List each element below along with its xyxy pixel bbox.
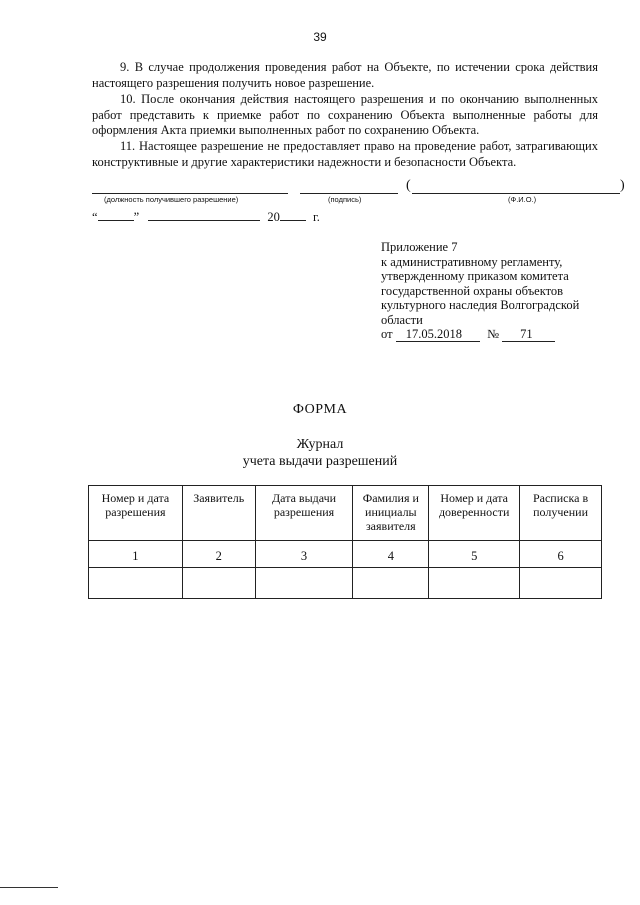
signature-caption: (подпись) [328, 195, 362, 204]
journal-title [0, 436, 640, 470]
appendix-date-value: 17.05.2018 [405, 327, 462, 341]
appendix-block [381, 240, 611, 342]
signature-line [300, 193, 398, 194]
column-header: Расписка в получении [520, 486, 602, 541]
table-cell [182, 568, 255, 599]
appendix-from-label: от [381, 327, 393, 341]
position-signature-line [92, 193, 288, 194]
column-header: Номер и дата разрешения [89, 486, 183, 541]
journal-title-line1: Журнал [296, 437, 344, 452]
quote-close: ” [133, 210, 140, 224]
journal-table [88, 485, 602, 599]
paragraph-10: 10. После окончания действия настоящего разрешения и по окончанию выполненных работ представить к приемке работ по сохранению Объекта выполненные работы для оформления Акта приемки выполненных работ по сохранению Объекта. [92, 92, 598, 137]
date-line [92, 208, 320, 225]
year-prefix: 20 [267, 210, 280, 224]
paragraph-11: 11. Настоящее разрешение не предоставляет право на проведение работ, затрагивающих конструктивные и другие характеристики надежности и безопасности Объекта. [92, 139, 598, 169]
table-cell [89, 568, 183, 599]
appendix-line: утвержденному приказом комитета [381, 269, 569, 283]
column-number: 4 [353, 541, 429, 568]
footer-rule [0, 887, 58, 888]
day-blank [98, 208, 134, 221]
year-blank [280, 208, 306, 221]
fio-paren-open: ( [406, 178, 411, 193]
column-header: Фамилия и инициалы заявителя [353, 486, 429, 541]
month-blank [148, 208, 260, 221]
appendix-date [396, 327, 480, 342]
appendix-line: государственной охраны объектов [381, 283, 564, 298]
appendix-line: культурного наследия Волгоградской [381, 298, 580, 312]
page-number: 39 [313, 30, 327, 44]
column-header: Заявитель [182, 486, 255, 541]
appendix-number-value: 71 [520, 327, 533, 341]
fio-paren-close: ) [620, 178, 625, 193]
column-number: 6 [520, 541, 602, 568]
appendix-number [502, 327, 555, 342]
column-number-row [89, 541, 602, 568]
column-number: 2 [182, 541, 255, 568]
column-header: Номер и дата доверенности [429, 486, 520, 541]
appendix-date-line [381, 327, 611, 342]
appendix-line: области [381, 312, 423, 327]
table-cell [255, 568, 353, 599]
column-number: 3 [255, 541, 353, 568]
table-cell [520, 568, 602, 599]
fio-line [412, 193, 620, 194]
year-suffix: г. [313, 210, 320, 224]
appendix-title: Приложение 7 [381, 240, 458, 254]
table-row [89, 568, 602, 599]
paragraph-9: 9. В случае продолжения проведения работ на Объекте, по истечении срока действия настоящего разрешения получить новое разрешение. [92, 60, 598, 90]
column-header: Дата выдачи разрешения [255, 486, 353, 541]
journal-title-line2: учета выдачи разрешений [242, 454, 398, 469]
quote-open: “ [92, 210, 98, 224]
column-number: 1 [89, 541, 183, 568]
form-title: ФОРМА [292, 402, 348, 417]
table-cell [353, 568, 429, 599]
position-caption: (должность получившего разрешение) [104, 195, 239, 204]
table-cell [429, 568, 520, 599]
appendix-line: к административному регламенту, [381, 254, 563, 269]
appendix-number-label: № [487, 327, 499, 341]
fio-caption: (Ф.И.О.) [508, 195, 537, 204]
table-header-row [89, 486, 602, 541]
column-number: 5 [429, 541, 520, 568]
